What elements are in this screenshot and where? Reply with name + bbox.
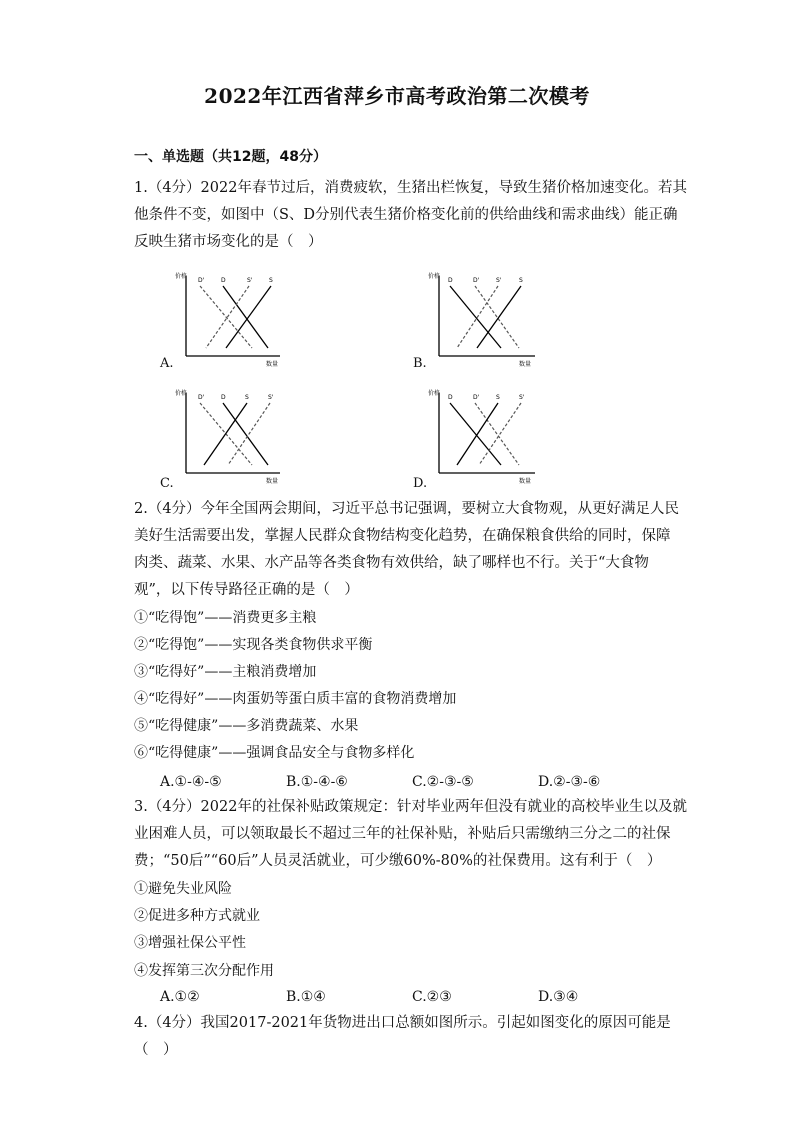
y-axis-label: 价格 bbox=[175, 390, 188, 397]
graph-option-label: D. bbox=[413, 476, 428, 491]
y-axis-label: 价格 bbox=[428, 390, 441, 397]
x-axis-label: 数量 bbox=[266, 361, 279, 368]
question-1-text bbox=[134, 175, 687, 256]
question-4-text bbox=[134, 1010, 671, 1064]
question-3-text bbox=[134, 794, 687, 875]
graph-d bbox=[413, 385, 543, 495]
demand-curve-new bbox=[475, 403, 519, 465]
option-c[interactable]: C.②-③-⑤ bbox=[412, 774, 474, 790]
curve-label: D' bbox=[473, 277, 480, 284]
option-d[interactable]: D.③④ bbox=[538, 989, 579, 1005]
statement-item: ①避免失业风险 bbox=[134, 881, 232, 897]
option-b[interactable]: B.①④ bbox=[286, 989, 326, 1005]
demand-curve bbox=[450, 403, 501, 465]
question-line: 4.（4分）我国2017-2021年货物进出口总额如图所示。引起如图变化的原因可能是 bbox=[134, 1015, 671, 1031]
question-2-text bbox=[134, 496, 679, 604]
curve-label: D bbox=[221, 277, 226, 284]
demand-curve-new bbox=[475, 286, 519, 348]
demand-curve bbox=[223, 403, 268, 465]
graph-a bbox=[158, 268, 288, 378]
statement-item: ③增强社保公平性 bbox=[134, 935, 246, 951]
curve-label: D' bbox=[473, 394, 480, 401]
statement-item: ②“吃得饱”——实现各类食物供求平衡 bbox=[134, 637, 373, 653]
x-axis-label: 数量 bbox=[519, 478, 532, 485]
statement-item: ⑤“吃得健康”——多消费蔬菜、水果 bbox=[134, 718, 359, 734]
option-b[interactable]: B.①-④-⑥ bbox=[286, 774, 348, 790]
answer-options bbox=[160, 986, 720, 1008]
curve-label: D' bbox=[198, 277, 205, 284]
curve-label: S bbox=[496, 394, 500, 401]
option-a[interactable]: A.①-④-⑤ bbox=[160, 774, 222, 790]
question-line: 业困难人员，可以领取最长不超过三年的社保补贴，补贴后只需缴纳三分之二的社保 bbox=[134, 826, 671, 842]
question-line: 肉类、蔬菜、水果、水产品等各类食物有效供给，缺了哪样也不行。关于“大食物 bbox=[134, 555, 649, 571]
curve-label: S' bbox=[268, 394, 274, 401]
statement-item: ④发挥第三次分配作用 bbox=[134, 963, 274, 979]
question-line: 1.（4分）2022年春节过后，消费疲软，生猪出栏恢复，导致生猪价格加速变化。若其 bbox=[134, 180, 687, 196]
supply-curve-new bbox=[206, 286, 249, 348]
question-line: 2.（4分）今年全国两会期间，习近平总书记强调，要树立大食物观，从更好满足人民 bbox=[134, 501, 680, 517]
curve-label: S bbox=[519, 277, 523, 284]
y-axis-label: 价格 bbox=[428, 273, 441, 280]
curve-label: D' bbox=[198, 394, 205, 401]
section-heading: 一、单选题（共12题，48分） bbox=[134, 149, 327, 165]
curve-label: S' bbox=[519, 394, 525, 401]
statement-item: ④“吃得好”——肉蛋奶等蛋白质丰富的食物消费增加 bbox=[134, 691, 457, 707]
supply-curve-new bbox=[479, 403, 521, 465]
statement-item: ⑥“吃得健康”——强调食品安全与食物多样化 bbox=[134, 745, 415, 761]
curve-label: S bbox=[269, 277, 273, 284]
demand-curve bbox=[223, 286, 268, 348]
answer-options bbox=[160, 771, 720, 793]
curve-label: D bbox=[448, 394, 453, 401]
supply-curve bbox=[457, 403, 498, 465]
x-axis-label: 数量 bbox=[266, 478, 279, 485]
graph-option-label: B. bbox=[413, 356, 427, 371]
option-d[interactable]: D.②-③-⑥ bbox=[538, 774, 601, 790]
curve-label: D bbox=[221, 394, 226, 401]
graph-option-label: A. bbox=[160, 356, 174, 371]
curve-label: D bbox=[448, 277, 453, 284]
question-line: 他条件不变，如图中（S、D分别代表生猪价格变化前的供给曲线和需求曲线）能正确 bbox=[134, 207, 678, 223]
graph-b bbox=[413, 268, 543, 378]
question-line: 美好生活需要出发，掌握人民群众食物结构变化趋势，在确保粮食供给的同时，保障 bbox=[134, 528, 671, 544]
graph-option-label: C. bbox=[160, 476, 174, 491]
question-line: 观”，以下传导路径正确的是（ ） bbox=[134, 582, 359, 598]
supply-curve-new bbox=[457, 286, 498, 348]
x-axis-label: 数量 bbox=[519, 361, 532, 368]
statement-item: ②促进多种方式就业 bbox=[134, 908, 260, 924]
page-title: 2022年江西省萍乡市高考政治第二次模考 bbox=[204, 84, 590, 108]
curve-label: S' bbox=[247, 277, 253, 284]
supply-curve-new bbox=[228, 403, 270, 465]
demand-curve-new bbox=[200, 286, 252, 348]
question-line: 费；“50后”“60后”人员灵活就业，可少缴60%-80%的社保费用。这有利于（ ） bbox=[134, 853, 662, 869]
statement-item: ③“吃得好”——主粮消费增加 bbox=[134, 664, 317, 680]
question-line: 3.（4分）2022年的社保补贴政策规定：针对毕业两年但没有就业的高校毕业生以及就 bbox=[134, 799, 687, 815]
supply-curve bbox=[226, 286, 271, 348]
y-axis-label: 价格 bbox=[175, 273, 188, 280]
demand-curve bbox=[450, 286, 501, 348]
question-line: 反映生猪市场变化的是（ ） bbox=[134, 234, 323, 250]
question-line: （ ） bbox=[134, 1042, 178, 1058]
graph-c bbox=[158, 385, 288, 495]
supply-curve bbox=[477, 286, 521, 348]
statement-item: ①“吃得饱”——消费更多主粮 bbox=[134, 610, 317, 626]
option-c[interactable]: C.②③ bbox=[412, 989, 452, 1005]
curve-label: S bbox=[245, 394, 249, 401]
supply-curve bbox=[204, 403, 247, 465]
curve-label: S' bbox=[496, 277, 502, 284]
option-a[interactable]: A.①② bbox=[160, 989, 200, 1005]
